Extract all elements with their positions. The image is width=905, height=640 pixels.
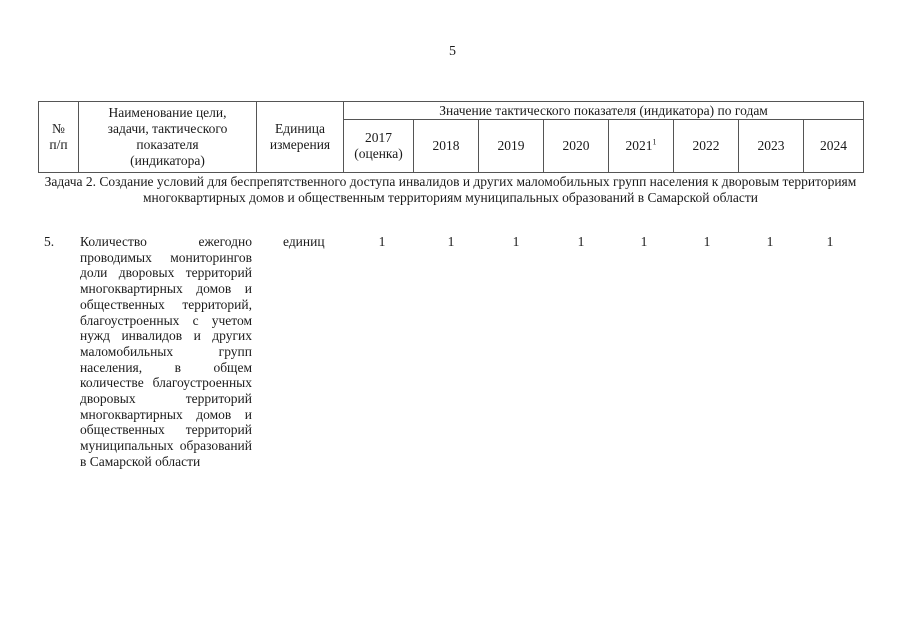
header-year-label: 2023	[757, 138, 785, 153]
header-year	[344, 120, 414, 173]
indicators-table	[38, 101, 864, 173]
row-value: 1	[826, 234, 834, 249]
header-year	[544, 120, 609, 173]
row-value: 1	[577, 234, 585, 249]
header-year-label: 2021$^1$	[625, 137, 657, 153]
header-name	[79, 102, 257, 173]
header-year	[739, 120, 804, 173]
header-year	[804, 120, 864, 173]
row-unit: единиц	[283, 234, 325, 249]
footnote-marker: 1	[652, 137, 657, 147]
row-value: 1	[512, 234, 520, 249]
header-number-label: № п/п	[49, 121, 68, 152]
header-year-label: 2024	[820, 138, 848, 153]
header-unit-label: Единица измерения	[269, 121, 331, 152]
header-values-group: Значение тактического показателя (индикатора) по годам	[344, 102, 864, 120]
header-unit	[257, 102, 344, 173]
header-year	[479, 120, 544, 173]
row-value: 1	[640, 234, 648, 249]
page-number: 5	[449, 44, 456, 59]
header-year-label: 2017	[365, 130, 392, 145]
header-name-label: Наименование цели, задачи, тактического показателя (индикатора)	[107, 105, 228, 168]
header-number	[39, 102, 79, 173]
row-value: 1	[703, 234, 711, 249]
task-heading: Задача 2. Создание условий для беспрепятственного доступа инвалидов и других маломобильных групп населения к дворовым территориям многоквартирных домов и общественным территориям муниципальных образований в Самарской области	[44, 174, 857, 205]
header-year	[674, 120, 739, 173]
header-year-label: 2018	[432, 138, 460, 153]
header-year-label: 2022	[692, 138, 720, 153]
header-year	[609, 120, 674, 173]
header-year-label: 2020	[562, 138, 590, 153]
row-number: 5.	[44, 234, 55, 249]
header-year	[414, 120, 479, 173]
header-year-label: 2019	[497, 138, 525, 153]
row-indicator-name: Количество ежегодно проводимых мониторингов доли дворовых территорий многоквартирных домов и общественных территорий, благоустроенных с учетом нужд инвалидов и других маломобильных групп населения, в общем количестве благоустроенных дворовых территорий многоквартирных домов и общественных территорий муниципальных образований в Самарской области	[80, 234, 252, 469]
row-value: 1	[378, 234, 386, 249]
header-year-note: (оценка)	[354, 146, 403, 161]
row-value: 1	[447, 234, 455, 249]
row-value: 1	[766, 234, 774, 249]
